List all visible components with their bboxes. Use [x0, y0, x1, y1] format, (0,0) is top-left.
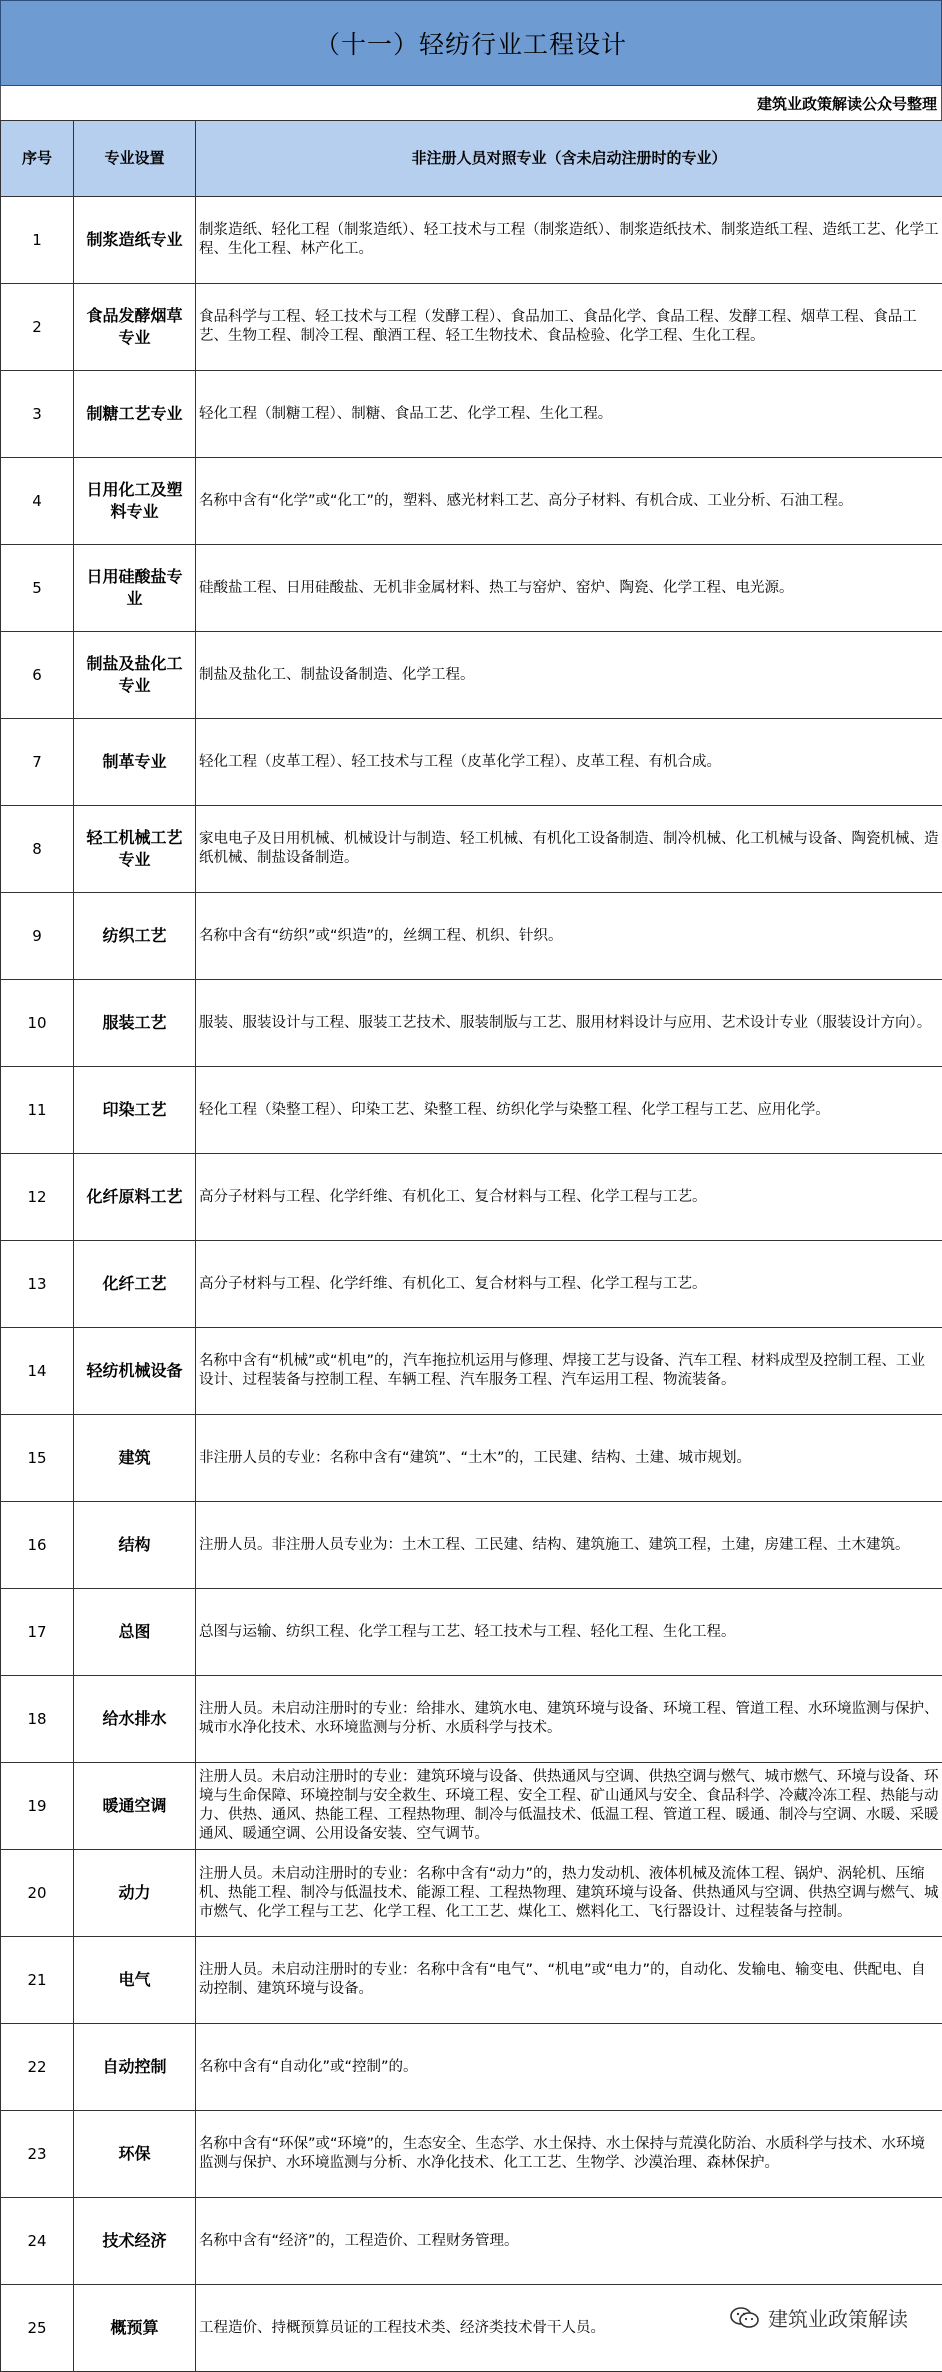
row-seq: 22 [1, 2024, 74, 2111]
row-desc: 服装、服装设计与工程、服装工艺技术、服装制版与工艺、服用材料设计与应用、艺术设计专业（服装设计方向）。 [196, 980, 942, 1067]
table-row [1, 1676, 942, 1763]
row-major: 暖通空调 [74, 1763, 196, 1850]
table-row [1, 632, 942, 719]
table-row [1, 545, 942, 632]
table-row [1, 1937, 942, 2024]
row-desc: 注册人员。未启动注册时的专业：建筑环境与设备、供热通风与空调、供热空调与燃气、城市燃气、环境与设备、环境与生命保障、环境控制与安全救生、环境工程、安全工程、矿山通风与安全、食品科学、冷藏冷冻工程、热能与动力、供热、通风、热能工程、工程热物理、制冷与低温技术、低温工程、管道工程、暖通、制冷与空调、水暖、采暖通风、暖通空调、公用设备安装、空气调节。 [196, 1763, 942, 1850]
row-desc: 注册人员。非注册人员专业为：土木工程、工民建、结构、建筑施工、建筑工程，土建，房建工程、土木建筑。 [196, 1502, 942, 1589]
row-major: 总图 [74, 1589, 196, 1676]
row-desc: 名称中含有“化学”或“化工”的，塑料、感光材料工艺、高分子材料、有机合成、工业分析、石油工程。 [196, 458, 942, 545]
row-desc: 名称中含有“机械”或“机电”的，汽车拖拉机运用与修理、焊接工艺与设备、汽车工程、材料成型及控制工程、工业设计、过程装备与控制工程、车辆工程、汽车服务工程、汽车运用工程、物流装备。 [196, 1328, 942, 1415]
row-desc: 硅酸盐工程、日用硅酸盐、无机非金属材料、热工与窑炉、窑炉、陶瓷、化学工程、电光源。 [196, 545, 942, 632]
table-row [1, 806, 942, 893]
table-row [1, 1067, 942, 1154]
table-row [1, 1241, 942, 1328]
table-row [1, 284, 942, 371]
table-row [1, 1850, 942, 1937]
row-desc: 注册人员。未启动注册时的专业：给排水、建筑水电、建筑环境与设备、环境工程、管道工程、水环境监测与保护、城市水净化技术、水环境监测与分析、水质科学与技术。 [196, 1676, 942, 1763]
row-desc: 名称中含有“自动化”或“控制”的。 [196, 2024, 942, 2111]
table-row [1, 1328, 942, 1415]
row-major: 电气 [74, 1937, 196, 2024]
header-seq: 序号 [1, 121, 74, 197]
row-major: 轻工机械工艺专业 [74, 806, 196, 893]
row-seq: 24 [1, 2198, 74, 2285]
row-major: 日用硅酸盐专业 [74, 545, 196, 632]
row-major: 自动控制 [74, 2024, 196, 2111]
row-seq: 8 [1, 806, 74, 893]
table-header-row [1, 121, 942, 197]
row-seq: 23 [1, 2111, 74, 2198]
row-desc: 轻化工程（染整工程）、印染工艺、染整工程、纺织化学与染整工程、化学工程与工艺、应用化学。 [196, 1067, 942, 1154]
row-seq: 15 [1, 1415, 74, 1502]
row-major: 制糖工艺专业 [74, 371, 196, 458]
row-major: 环保 [74, 2111, 196, 2198]
table-body [1, 197, 942, 2372]
row-desc: 非注册人员的专业：名称中含有“建筑”、“土木”的，工民建、结构、土建、城市规划。 [196, 1415, 942, 1502]
row-major: 化纤工艺 [74, 1241, 196, 1328]
table-row [1, 1502, 942, 1589]
row-desc: 高分子材料与工程、化学纤维、有机化工、复合材料与工程、化学工程与工艺。 [196, 1241, 942, 1328]
watermark [730, 2303, 908, 2332]
row-desc: 名称中含有“环保”或“环境”的，生态安全、生态学、水土保持、水土保持与荒漠化防治、水质科学与技术、水环境监测与保护、水环境监测与分析、水净化技术、化工工艺、生物学、沙漠治理、森林保护。 [196, 2111, 942, 2198]
row-desc: 注册人员。未启动注册时的专业：名称中含有“电气”、“机电”或“电力”的，自动化、发输电、输变电、供配电、自动控制、建筑环境与设备。 [196, 1937, 942, 2024]
table-row [1, 893, 942, 980]
row-seq: 1 [1, 197, 74, 284]
row-major: 纺织工艺 [74, 893, 196, 980]
row-desc: 轻化工程（制糖工程）、制糖、食品工艺、化学工程、生化工程。 [196, 371, 942, 458]
row-major: 日用化工及塑料专业 [74, 458, 196, 545]
row-desc: 食品科学与工程、轻工技术与工程（发酵工程）、食品加工、食品化学、食品工程、发酵工程、烟草工程、食品工艺、生物工程、制冷工程、酿酒工程、轻工生物技术、食品检验、化学工程、生化工程。 [196, 284, 942, 371]
row-major: 化纤原料工艺 [74, 1154, 196, 1241]
page-title: （十一）轻纺行业工程设计 [0, 0, 942, 86]
row-seq: 10 [1, 980, 74, 1067]
row-major: 技术经济 [74, 2198, 196, 2285]
table-row [1, 371, 942, 458]
row-seq: 3 [1, 371, 74, 458]
table-row [1, 197, 942, 284]
row-seq: 4 [1, 458, 74, 545]
row-seq: 16 [1, 1502, 74, 1589]
row-seq: 5 [1, 545, 74, 632]
row-major: 食品发酵烟草专业 [74, 284, 196, 371]
row-desc: 轻化工程（皮革工程）、轻工技术与工程（皮革化学工程）、皮革工程、有机合成。 [196, 719, 942, 806]
table-row [1, 1154, 942, 1241]
row-seq: 18 [1, 1676, 74, 1763]
row-major: 结构 [74, 1502, 196, 1589]
row-major: 轻纺机械设备 [74, 1328, 196, 1415]
row-desc: 总图与运输、纺织工程、化学工程与工艺、轻工技术与工程、轻化工程、生化工程。 [196, 1589, 942, 1676]
watermark-text: 建筑业政策解读 [768, 2303, 908, 2332]
row-seq: 7 [1, 719, 74, 806]
table-row [1, 1415, 942, 1502]
row-desc: 名称中含有“纺织”或“织造”的，丝绸工程、机织、针织。 [196, 893, 942, 980]
row-seq: 17 [1, 1589, 74, 1676]
row-seq: 13 [1, 1241, 74, 1328]
row-desc: 工程造价、持概预算员证的工程技术类、经济类技术骨干人员。 [196, 2285, 942, 2372]
row-desc: 制盐及盐化工、制盐设备制造、化学工程。 [196, 632, 942, 719]
row-seq: 12 [1, 1154, 74, 1241]
wechat-icon [730, 2306, 760, 2330]
row-seq: 14 [1, 1328, 74, 1415]
table-row [1, 1763, 942, 1850]
row-seq: 6 [1, 632, 74, 719]
row-major: 动力 [74, 1850, 196, 1937]
row-major: 服装工艺 [74, 980, 196, 1067]
table-row [1, 2024, 942, 2111]
profession-table [0, 120, 942, 2372]
row-desc: 制浆造纸、轻化工程（制浆造纸）、轻工技术与工程（制浆造纸）、制浆造纸技术、制浆造纸工程、造纸工艺、化学工程、生化工程、林产化工。 [196, 197, 942, 284]
row-seq: 20 [1, 1850, 74, 1937]
row-seq: 11 [1, 1067, 74, 1154]
row-seq: 21 [1, 1937, 74, 2024]
table-row [1, 1589, 942, 1676]
source-note: 建筑业政策解读公众号整理 [0, 86, 942, 120]
header-major: 专业设置 [74, 121, 196, 197]
row-major: 制革专业 [74, 719, 196, 806]
table-row [1, 458, 942, 545]
table-row [1, 980, 942, 1067]
row-seq: 25 [1, 2285, 74, 2372]
row-desc: 注册人员。未启动注册时的专业：名称中含有“动力”的，热力发动机、液体机械及流体工程、锅炉、涡轮机、压缩机、热能工程、制冷与低温技术、能源工程、工程热物理、建筑环境与设备、供热通风与空调、供热空调与燃气、城市燃气、化学工程与工艺、化学工程、化工工艺、煤化工、燃料化工、飞行器设计、过程装备与控制。 [196, 1850, 942, 1937]
row-major: 概预算 [74, 2285, 196, 2372]
row-major: 印染工艺 [74, 1067, 196, 1154]
row-seq: 2 [1, 284, 74, 371]
row-major: 制浆造纸专业 [74, 197, 196, 284]
row-major: 建筑 [74, 1415, 196, 1502]
table-row [1, 719, 942, 806]
row-seq: 9 [1, 893, 74, 980]
row-desc: 名称中含有“经济”的，工程造价、工程财务管理。 [196, 2198, 942, 2285]
row-seq: 19 [1, 1763, 74, 1850]
row-desc: 家电电子及日用机械、机械设计与制造、轻工机械、有机化工设备制造、制冷机械、化工机械与设备、陶瓷机械、造纸机械、制盐设备制造。 [196, 806, 942, 893]
row-desc: 高分子材料与工程、化学纤维、有机化工、复合材料与工程、化学工程与工艺。 [196, 1154, 942, 1241]
table-row [1, 2111, 942, 2198]
table-row [1, 2198, 942, 2285]
header-desc: 非注册人员对照专业（含未启动注册时的专业） [196, 121, 942, 197]
row-major: 给水排水 [74, 1676, 196, 1763]
row-major: 制盐及盐化工专业 [74, 632, 196, 719]
